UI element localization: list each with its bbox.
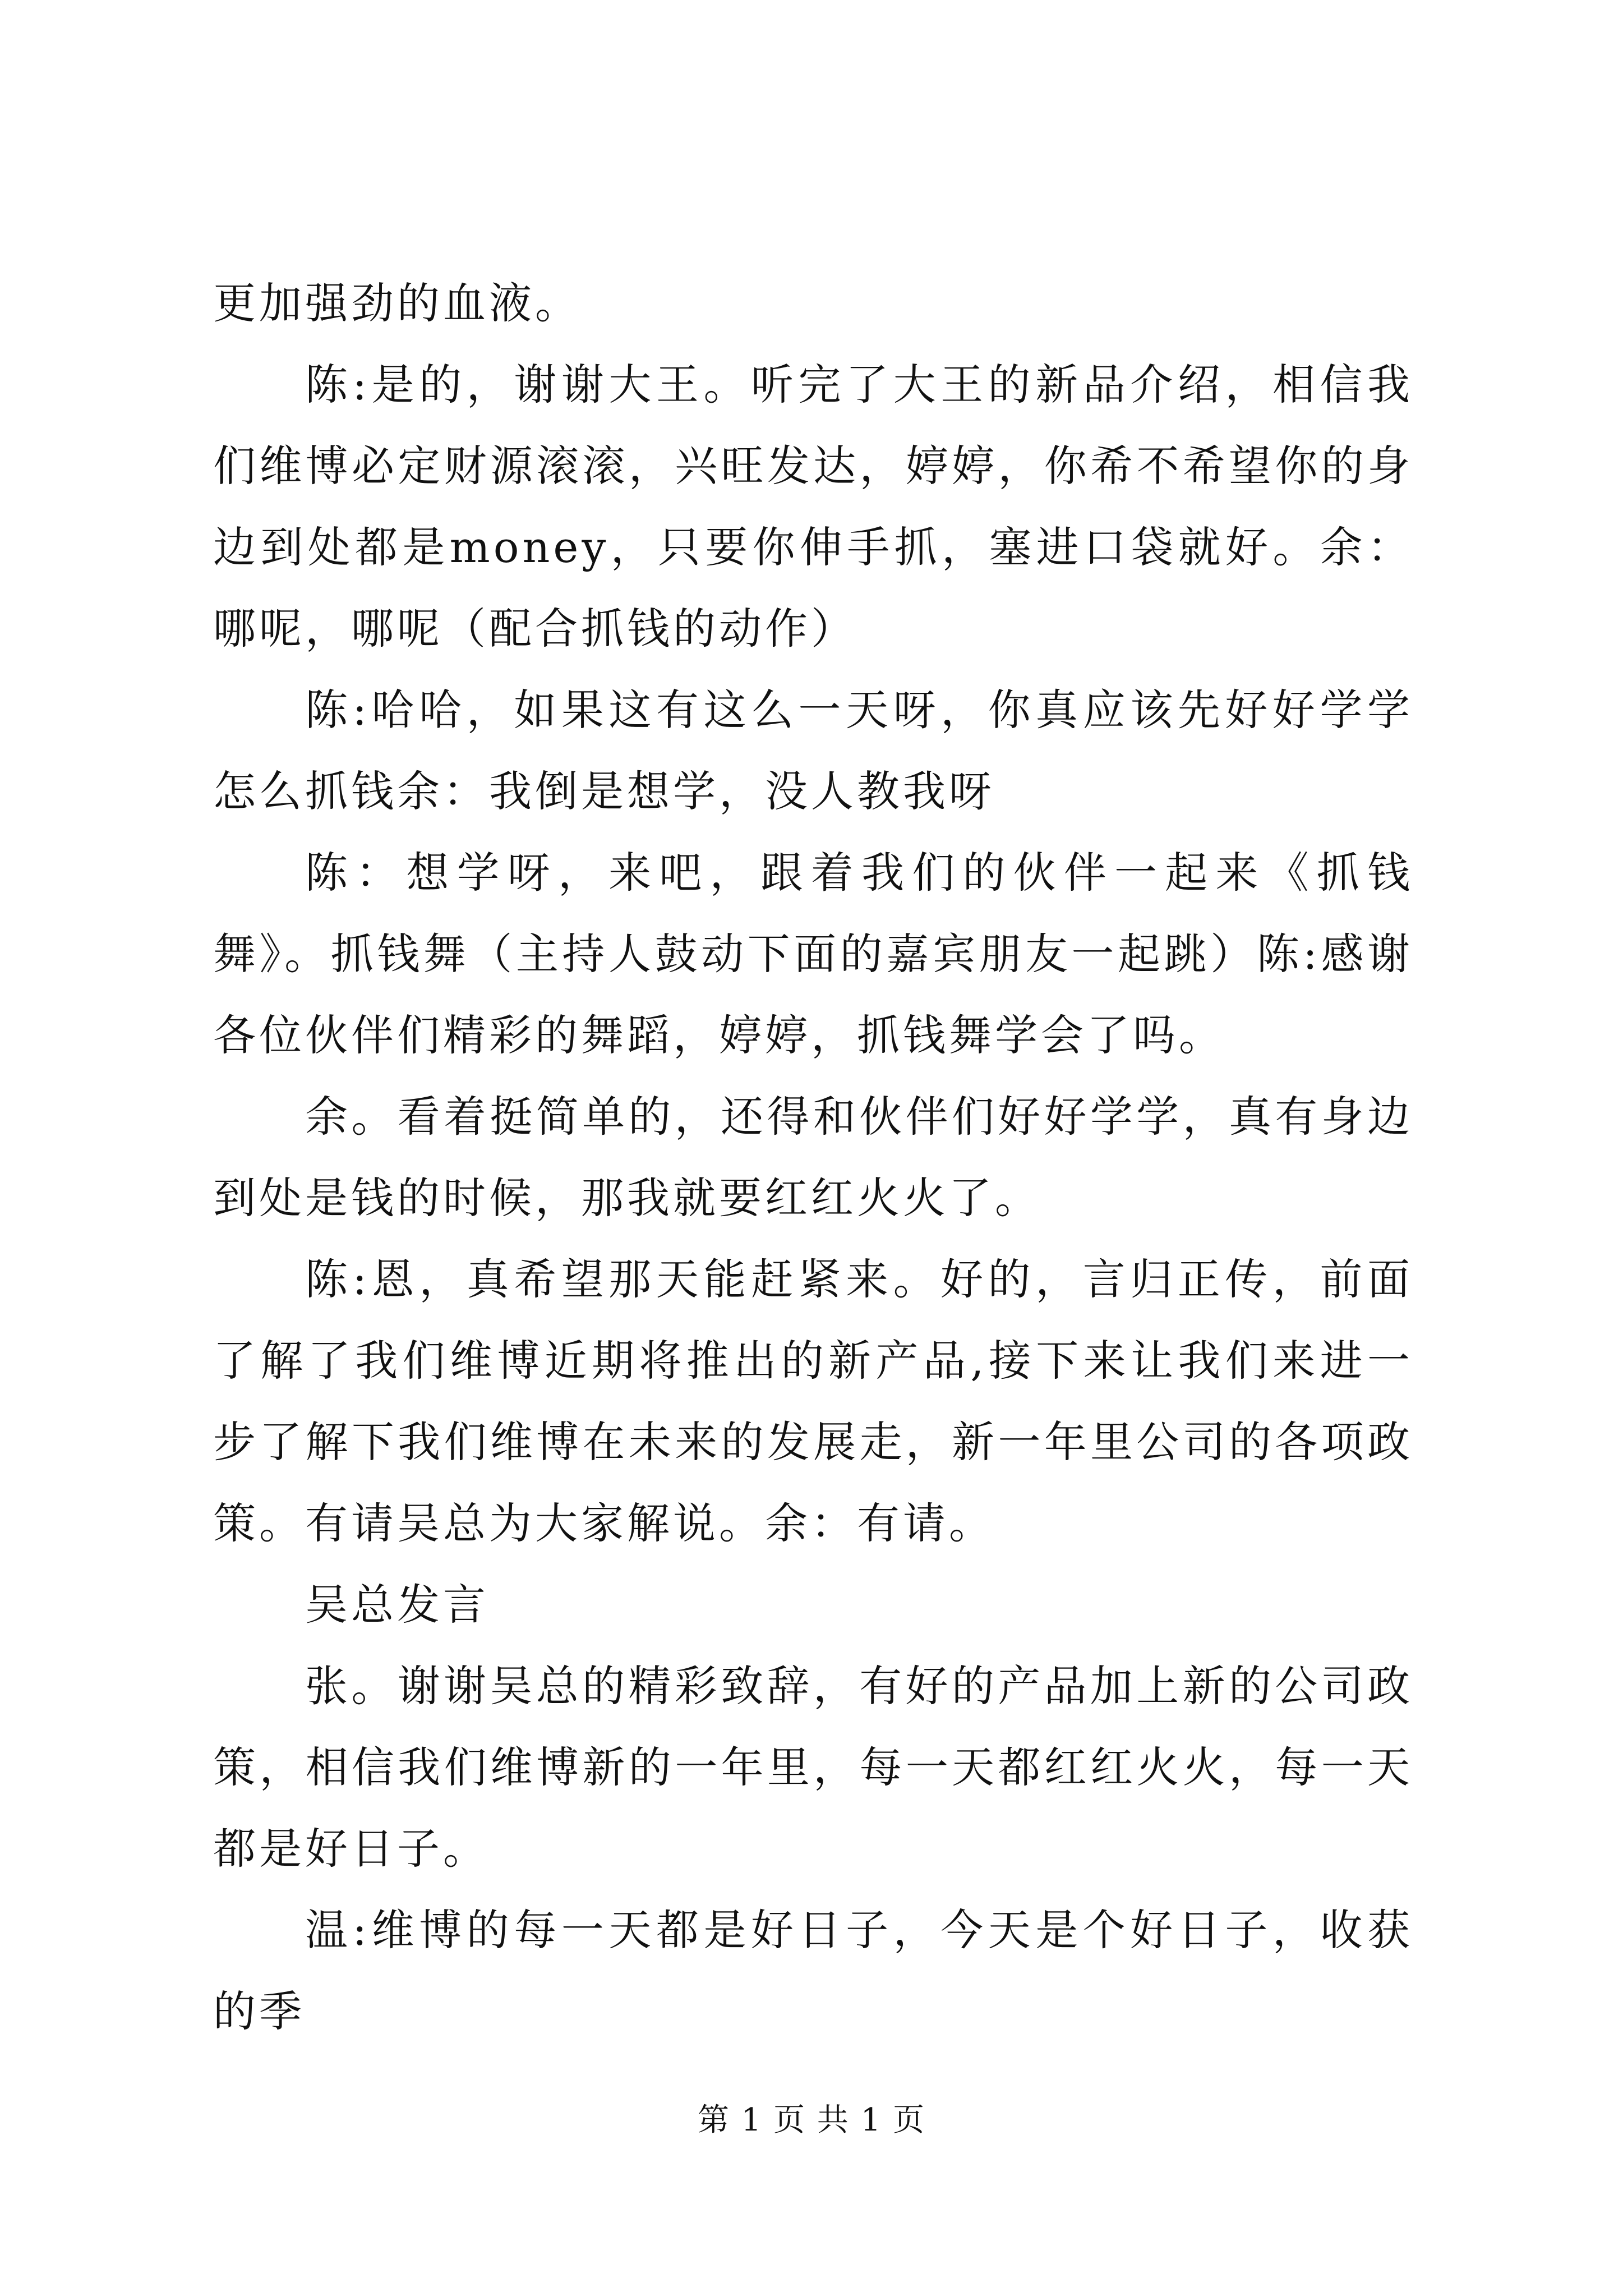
paragraph: 张。谢谢吴总的精彩致辞，有好的产品加上新的公司政策，相信我们维博新的一年里，每一天都红红火火，每一天都是好日子。 [213,1661,1413,1874]
paragraph: 陈:恩，真希望那天能赶紧来。好的，言归正传，前面了解了我们维博近期将推出的新产品,接下来让我们来进一步了解下我们维博在未来的发展走，新一年里公司的各项政策。有请吴总为大家解说。余：有请。 [213,1254,1413,1548]
page-footer: 第 1 页 共 1 页 [697,2102,926,2138]
paragraph: 余。看着挺简单的，还得和伙伴们好好学学，真有身边到处是钱的时候，那我就要红红火火了。 [213,1092,1413,1223]
paragraph: 陈:哈哈，如果这有这么一天呀，你真应该先好好学学怎么抓钱余：我倒是想学，没人教我呀 [213,685,1413,816]
paragraph: 陈：想学呀，来吧，跟着我们的伙伴一起来《抓钱舞》。抓钱舞（主持人鼓动下面的嘉宾朋友一起跳）陈:感谢各位伙伴们精彩的舞蹈，婷婷，抓钱舞学会了吗。 [213,848,1413,1060]
paragraph: 吴总发言 [305,1580,489,1630]
paragraph: 陈:是的，谢谢大王。听完了大王的新品介绍，相信我们维博必定财源滚滚，兴旺发达，婷婷，你希不希望你的身边到处都是money，只要你伸手抓，塞进口袋就好。余：哪呢，哪呢（配合抓钱的动作） [213,360,1413,654]
paragraph: 更加强劲的血液。 [213,278,581,328]
document-body [213,263,1413,2052]
paragraph: 温:维博的每一天都是好日子，今天是个好日子，收获的季 [213,1905,1413,2036]
